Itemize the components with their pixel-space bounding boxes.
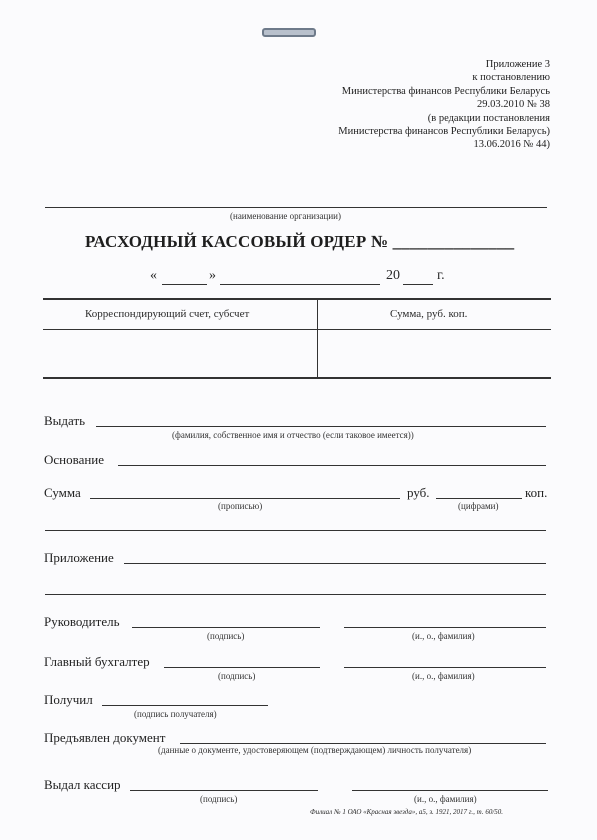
staple xyxy=(262,28,316,37)
received-label: Получил xyxy=(44,692,93,707)
sum-digits-field[interactable] xyxy=(436,498,522,499)
rub-label: руб. xyxy=(407,485,430,500)
cashier-signature-field[interactable] xyxy=(130,790,318,791)
table-header-amount: Сумма, руб. коп. xyxy=(390,308,468,320)
cashier-name-field[interactable] xyxy=(352,790,548,791)
document-label: Предъявлен документ xyxy=(44,730,166,745)
kop-label: коп. xyxy=(525,485,548,500)
sum-words-hint: (прописью) xyxy=(218,501,263,511)
attachment-continuation-line[interactable] xyxy=(45,594,546,595)
date-year-suffix: г. xyxy=(437,268,445,283)
document-hint: (данные о документе, удостоверяющем (подтверждающем) личность получателя) xyxy=(158,745,472,755)
appendix-block xyxy=(290,58,550,152)
issue-hint: (фамилия, собственное имя и отчество (если таковое имеется)) xyxy=(172,430,414,440)
appendix-line: Министерства финансов Республики Беларусь xyxy=(341,85,550,97)
attachment-field[interactable] xyxy=(124,563,546,564)
sum-label: Сумма xyxy=(44,485,81,500)
date-day-line[interactable] xyxy=(162,284,207,285)
organization-hint: (наименование организации) xyxy=(230,211,341,221)
received-hint: (подпись получателя) xyxy=(134,709,217,719)
table-bottom-border xyxy=(43,377,551,379)
chief-accountant-name-field[interactable] xyxy=(344,667,546,668)
document-field[interactable] xyxy=(180,743,546,744)
date-year-prefix: 20 xyxy=(386,268,400,283)
table-top-border xyxy=(43,298,551,300)
appendix-line: 29.03.2010 № 38 xyxy=(476,99,550,111)
appendix-line: 13.06.2016 № 44) xyxy=(473,139,550,151)
date-month-line[interactable] xyxy=(220,284,380,285)
head-name-hint: (и., о., фамилия) xyxy=(412,631,475,641)
table-cell-account[interactable] xyxy=(45,334,315,374)
organization-name-line[interactable] xyxy=(45,207,547,208)
appendix-line: (в редакции постановления xyxy=(427,112,550,124)
appendix-line: к постановлению xyxy=(472,72,550,84)
appendix-line: Приложение 3 xyxy=(485,59,550,70)
cashier-name-hint: (и., о., фамилия) xyxy=(414,794,477,804)
appendix-line: Министерства финансов Республики Беларусь) xyxy=(338,126,550,138)
date-year-line[interactable] xyxy=(403,284,433,285)
head-label: Руководитель xyxy=(44,614,120,629)
table-column-divider xyxy=(317,300,318,378)
sum-words-field[interactable] xyxy=(90,498,400,499)
sum-continuation-line[interactable] xyxy=(45,530,546,531)
chief-accountant-signature-field[interactable] xyxy=(164,667,320,668)
digits-hint: (цифрами) xyxy=(458,501,499,511)
table-cell-amount[interactable] xyxy=(320,334,548,374)
head-signature-hint: (подпись) xyxy=(207,631,245,641)
issue-recipient-field[interactable] xyxy=(96,426,546,427)
received-signature-field[interactable] xyxy=(102,705,268,706)
basis-label: Основание xyxy=(44,452,105,467)
head-signature-field[interactable] xyxy=(132,627,320,628)
head-name-field[interactable] xyxy=(344,627,546,628)
basis-field[interactable] xyxy=(118,465,546,466)
cashier-signature-hint: (подпись) xyxy=(200,794,238,804)
attachment-label: Приложение xyxy=(44,550,114,565)
table-header-divider xyxy=(43,329,551,330)
table-header-account: Корреспондирующий счет, субсчет xyxy=(85,308,250,320)
date-quote-open: « xyxy=(150,268,157,283)
date-quote-close: » xyxy=(209,268,216,283)
cashier-label: Выдал кассир xyxy=(44,777,121,792)
printer-footer: Филиал № 1 ОАО «Красная звезда», а5, з. 1921, 2017 г., т. 60/50. xyxy=(310,808,504,816)
issue-label: Выдать xyxy=(44,413,86,428)
chief-accountant-label: Главный бухгалтер xyxy=(44,654,150,669)
chief-accountant-name-hint: (и., о., фамилия) xyxy=(412,671,475,681)
chief-accountant-signature-hint: (подпись) xyxy=(218,671,256,681)
document-title: РАСХОДНЫЙ КАССОВЫЙ ОРДЕР № ______________ xyxy=(85,232,515,251)
